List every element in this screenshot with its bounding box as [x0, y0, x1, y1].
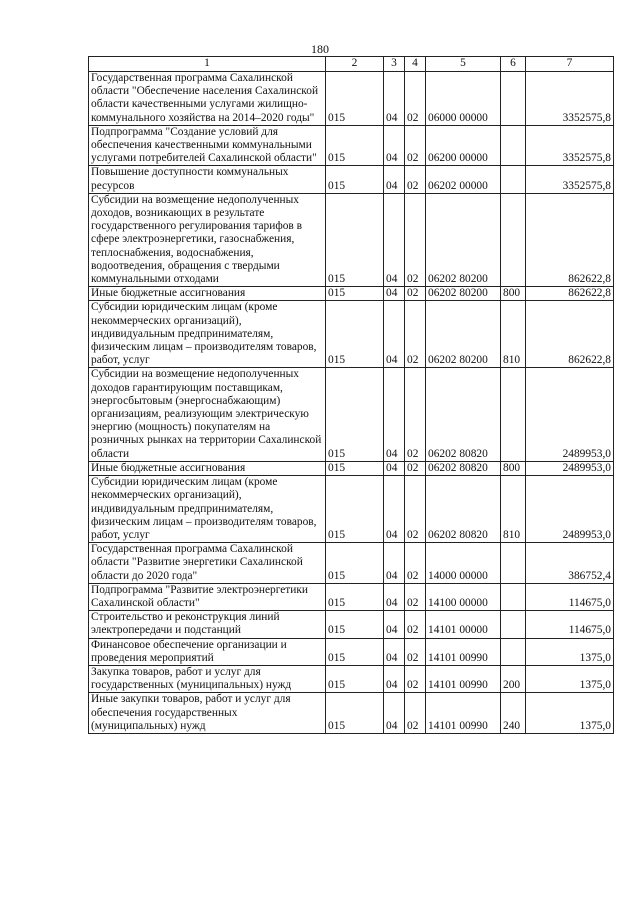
row-name: Субсидии юридическим лицам (кроме некоммерческих организаций), индивидуальным предпринимателям, физическим лицам – производителям товаров, работ, услуг	[89, 301, 326, 368]
table-row	[89, 368, 614, 461]
row-ministry: 015	[326, 287, 384, 301]
row-target: 06202 80820	[426, 368, 501, 461]
row-section: 04	[384, 665, 405, 692]
row-subsection: 02	[405, 368, 426, 461]
row-ministry: 015	[326, 368, 384, 461]
row-type	[501, 368, 526, 461]
row-name: Иные бюджетные ассигнования	[89, 461, 326, 475]
row-ministry: 015	[326, 693, 384, 734]
table-row	[89, 543, 614, 584]
table-row	[89, 166, 614, 193]
row-type: 800	[501, 461, 526, 475]
row-section: 04	[384, 583, 405, 610]
header-col-3: 3	[384, 57, 405, 72]
header-col-2: 2	[326, 57, 384, 72]
row-ministry: 015	[326, 611, 384, 638]
row-ministry: 015	[326, 583, 384, 610]
row-ministry: 015	[326, 72, 384, 126]
row-section: 04	[384, 72, 405, 126]
table-header-row	[89, 57, 614, 72]
row-name: Субсидии на возмещение недополученных доходов, возникающих в результате государственного регулирования тарифов в сфере электроэнергетики, газоснабжения, теплоснабжения, водоснабжения, водоотведения, обращения с твердыми коммунальными отходами	[89, 193, 326, 286]
row-subsection: 02	[405, 476, 426, 543]
row-target: 06202 80820	[426, 461, 501, 475]
row-amount: 114675,0	[526, 583, 614, 610]
row-amount: 3352575,8	[526, 72, 614, 126]
table-row	[89, 583, 614, 610]
row-amount: 1375,0	[526, 638, 614, 665]
row-section: 04	[384, 693, 405, 734]
row-section: 04	[384, 287, 405, 301]
row-ministry: 015	[326, 193, 384, 286]
table-row	[89, 125, 614, 166]
row-ministry: 015	[326, 638, 384, 665]
table-row	[89, 287, 614, 301]
header-col-6: 6	[501, 57, 526, 72]
row-subsection: 02	[405, 166, 426, 193]
row-subsection: 02	[405, 287, 426, 301]
row-amount: 862622,8	[526, 301, 614, 368]
row-name: Субсидии на возмещение недополученных доходов гарантирующим поставщикам, энергосбытовым (энергоснабжающим) организациям, реализующим электрическую энергию (мощность) покупателям на розничных рынках на территории Сахалинской области	[89, 368, 326, 461]
table-row	[89, 638, 614, 665]
budget-table	[88, 56, 614, 734]
row-section: 04	[384, 476, 405, 543]
row-type: 810	[501, 301, 526, 368]
row-type: 240	[501, 693, 526, 734]
row-target: 14100 00000	[426, 583, 501, 610]
row-type	[501, 638, 526, 665]
row-subsection: 02	[405, 638, 426, 665]
row-name: Строительство и реконструкция линий электропередачи и подстанций	[89, 611, 326, 638]
row-name: Государственная программа Сахалинской области "Обеспечение населения Сахалинской области качественными услугами жилищно-коммунального хозяйства на 2014–2020 годы"	[89, 72, 326, 126]
table-row	[89, 693, 614, 734]
row-amount: 2489953,0	[526, 368, 614, 461]
row-name: Государственная программа Сахалинской области "Развитие энергетики Сахалинской области до 2020 года"	[89, 543, 326, 584]
row-amount: 3352575,8	[526, 166, 614, 193]
row-ministry: 015	[326, 476, 384, 543]
row-amount: 2489953,0	[526, 461, 614, 475]
row-section: 04	[384, 638, 405, 665]
row-section: 04	[384, 125, 405, 166]
row-ministry: 015	[326, 665, 384, 692]
table-row	[89, 72, 614, 126]
row-type: 800	[501, 287, 526, 301]
row-type	[501, 193, 526, 286]
row-section: 04	[384, 611, 405, 638]
row-subsection: 02	[405, 543, 426, 584]
table-row	[89, 476, 614, 543]
row-amount: 386752,4	[526, 543, 614, 584]
row-target: 06200 00000	[426, 125, 501, 166]
table-row	[89, 301, 614, 368]
row-subsection: 02	[405, 72, 426, 126]
header-col-5: 5	[426, 57, 501, 72]
row-type: 810	[501, 476, 526, 543]
row-ministry: 015	[326, 543, 384, 584]
row-target: 06202 00000	[426, 166, 501, 193]
header-col-4: 4	[405, 57, 426, 72]
row-subsection: 02	[405, 611, 426, 638]
row-amount: 1375,0	[526, 693, 614, 734]
row-target: 14000 00000	[426, 543, 501, 584]
row-target: 14101 00990	[426, 638, 501, 665]
table-row	[89, 611, 614, 638]
row-type: 200	[501, 665, 526, 692]
table-row	[89, 665, 614, 692]
page-number: 180	[311, 42, 329, 56]
row-section: 04	[384, 368, 405, 461]
row-target: 06202 80200	[426, 193, 501, 286]
row-subsection: 02	[405, 301, 426, 368]
row-type	[501, 583, 526, 610]
row-name: Подпрограмма "Создание условий для обеспечения качественными коммунальными услугами потребителей Сахалинской области"	[89, 125, 326, 166]
row-ministry: 015	[326, 301, 384, 368]
row-subsection: 02	[405, 583, 426, 610]
row-name: Субсидии юридическим лицам (кроме некоммерческих организаций), индивидуальным предпринимателям, физическим лицам – производителям товаров, работ, услуг	[89, 476, 326, 543]
row-target: 14101 00990	[426, 665, 501, 692]
row-subsection: 02	[405, 125, 426, 166]
row-section: 04	[384, 301, 405, 368]
row-type	[501, 166, 526, 193]
row-type	[501, 543, 526, 584]
row-ministry: 015	[326, 166, 384, 193]
row-amount: 2489953,0	[526, 476, 614, 543]
row-name: Иные закупки товаров, работ и услуг для обеспечения государственных (муниципальных) нужд	[89, 693, 326, 734]
row-target: 14101 00000	[426, 611, 501, 638]
row-subsection: 02	[405, 193, 426, 286]
row-section: 04	[384, 461, 405, 475]
row-name: Подпрограмма "Развитие электроэнергетики Сахалинской области"	[89, 583, 326, 610]
row-amount: 862622,8	[526, 287, 614, 301]
row-target: 14101 00990	[426, 693, 501, 734]
row-type	[501, 72, 526, 126]
row-subsection: 02	[405, 693, 426, 734]
row-name: Повышение доступности коммунальных ресурсов	[89, 166, 326, 193]
row-type	[501, 611, 526, 638]
row-target: 06202 80200	[426, 287, 501, 301]
row-name: Иные бюджетные ассигнования	[89, 287, 326, 301]
row-type	[501, 125, 526, 166]
row-amount: 1375,0	[526, 665, 614, 692]
row-ministry: 015	[326, 461, 384, 475]
row-section: 04	[384, 543, 405, 584]
row-subsection: 02	[405, 461, 426, 475]
table-row	[89, 461, 614, 475]
row-section: 04	[384, 193, 405, 286]
row-amount: 3352575,8	[526, 125, 614, 166]
row-name: Закупка товаров, работ и услуг для государственных (муниципальных) нужд	[89, 665, 326, 692]
row-ministry: 015	[326, 125, 384, 166]
table-row	[89, 193, 614, 286]
row-target: 06000 00000	[426, 72, 501, 126]
row-target: 06202 80200	[426, 301, 501, 368]
row-amount: 114675,0	[526, 611, 614, 638]
row-subsection: 02	[405, 665, 426, 692]
row-amount: 862622,8	[526, 193, 614, 286]
header-col-1: 1	[89, 57, 326, 72]
row-section: 04	[384, 166, 405, 193]
row-name: Финансовое обеспечение организации и проведения мероприятий	[89, 638, 326, 665]
row-target: 06202 80820	[426, 476, 501, 543]
header-col-7: 7	[526, 57, 614, 72]
